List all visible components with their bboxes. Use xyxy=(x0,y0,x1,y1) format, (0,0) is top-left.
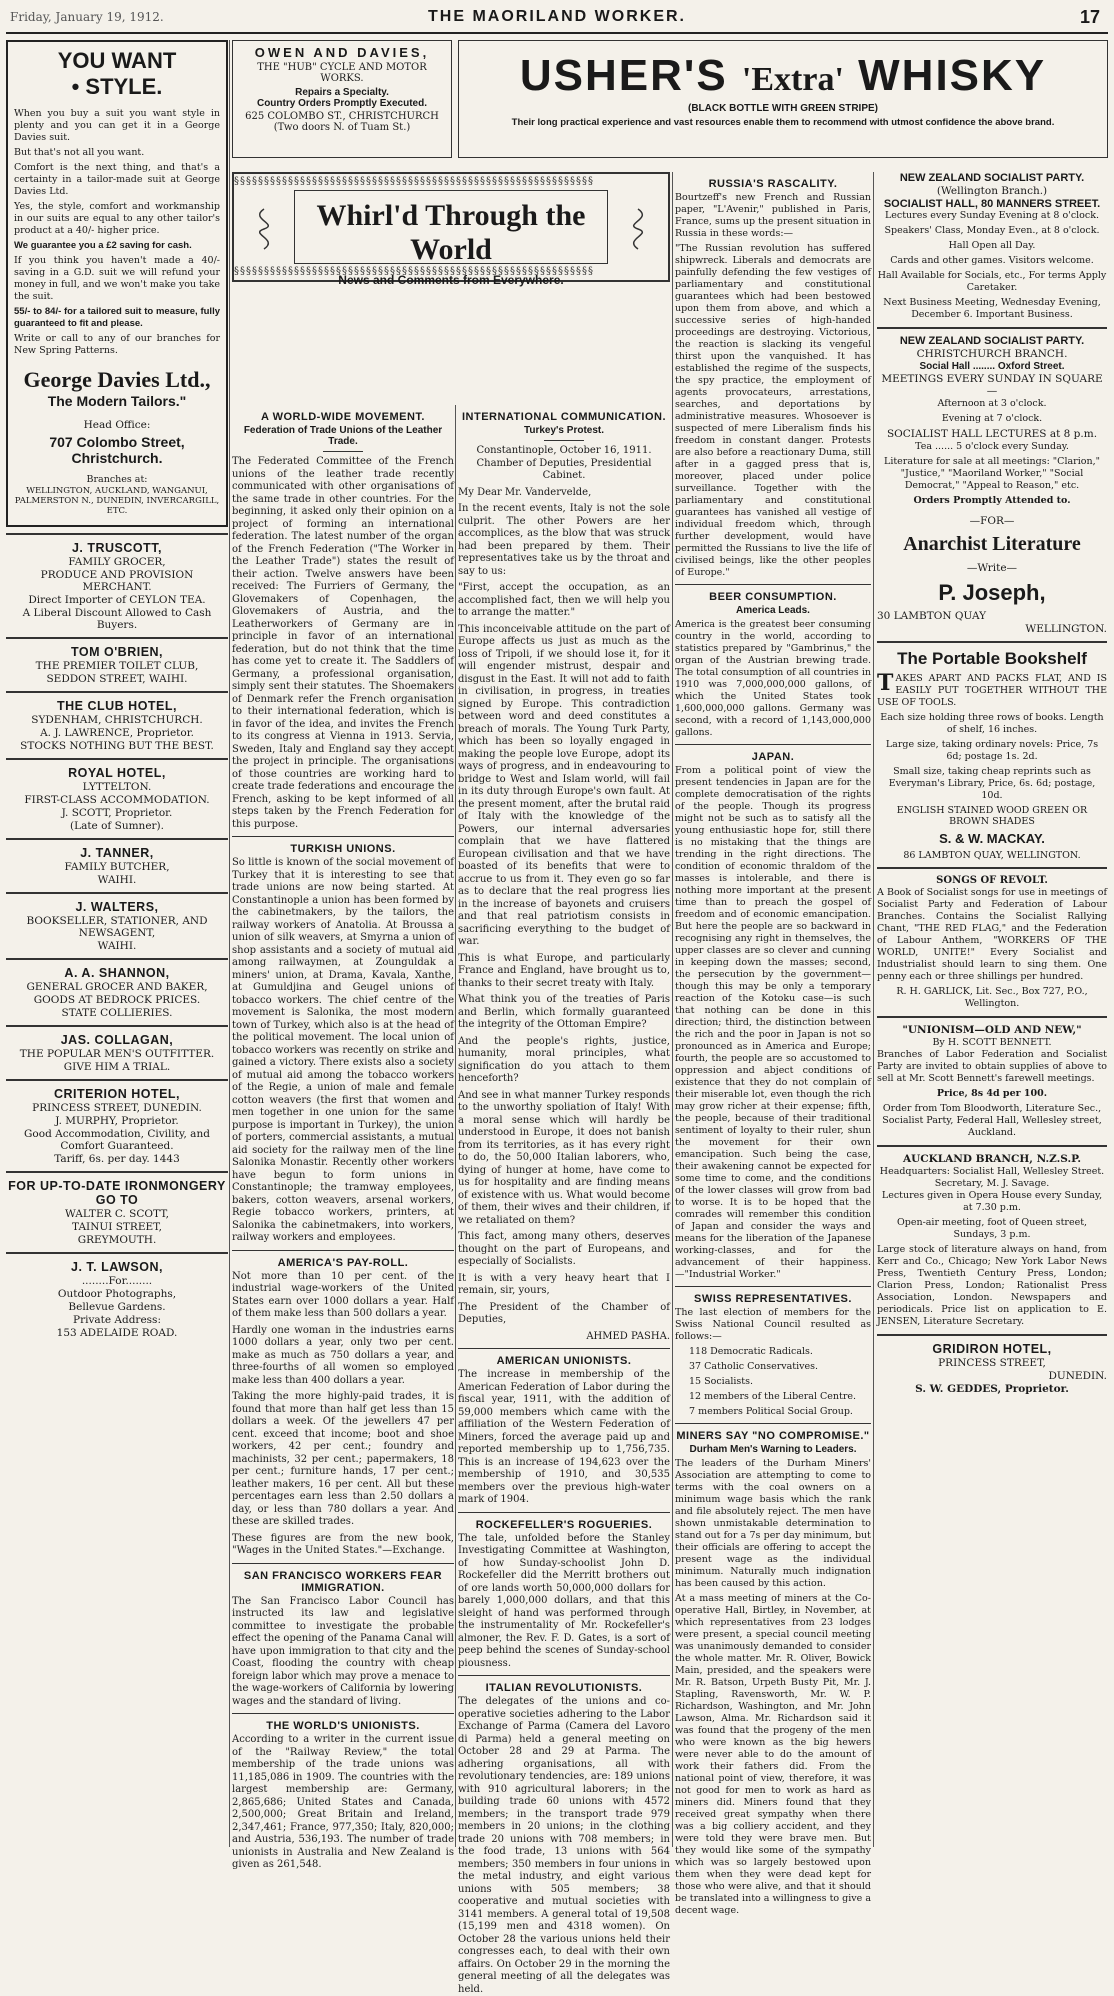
article-heading: MINERS SAY "NO COMPROMISE." xyxy=(676,1430,870,1442)
ad-line: Tariff, 6s. per day. 1443 xyxy=(54,1153,180,1165)
ad-name: J. TRUSCOTT, xyxy=(71,541,163,555)
head-office-address: 707 Colombo Street, xyxy=(49,434,185,450)
article-paragraph: The delegates of the unions and co-operative societies adhering to the Labor Exchange of Parma (Camera del Lavoro di Parma) held a general meeting on October 28 and 29 at Parma. The adhering organisations, all with revolutionary tendencies, are: 189 unions with 910 agricultural laborers; in the building trade 60 unions with 4572 members; in the transport trade 979 members in 20 unions; in the clothing trade 20 unions with 708 members; in the food trade, 13 unions with 564 members; 350 members in four unions in the metal industry, and eight various unions with 505 members; 38 cooperative and mutual societies with 3141 members. A general total of 19,508 (15,199 men and 4318 women). On October 28 the various unions held their congresses each, to deal with their own affairs. On October 29 in the morning the general meeting of all the delegates was held. xyxy=(458,1696,670,1995)
ad-name: FOR UP-TO-DATE IRONMONGERY GO TO xyxy=(8,1179,226,1207)
article-heading: TURKISH UNIONS. xyxy=(290,843,396,855)
ad-line: ........For........ xyxy=(81,1275,153,1287)
auckland-secretary: Secretary, M. J. Savage. xyxy=(934,1178,1050,1189)
article-heading: INTERNATIONAL COMMUNICATION. xyxy=(461,411,667,423)
ad-line: GIVE HIM A TRIAL. xyxy=(63,1061,171,1073)
company-name: George Davies Ltd., xyxy=(23,367,211,392)
usher-whisky-ad xyxy=(458,40,1108,158)
signature: AHMED PASHA. xyxy=(586,1330,670,1342)
whisky-claim: Their long practical experience and vast resources enable them to recommend with utmost confidence the above brand. xyxy=(511,117,1055,128)
article-heading: BEER CONSUMPTION. xyxy=(709,591,837,603)
article-paragraph: These figures are from the new book, "Wages in the United States."—Exchange. xyxy=(232,1532,454,1556)
article-paragraph: This is what Europe, and particularly France and England, have brought us to, thanks to their secret treaty with Italy. xyxy=(458,952,670,989)
divider xyxy=(323,451,363,452)
divider xyxy=(458,1348,670,1349)
ad-paragraph: Each size holding three rows of books. Length of shelf, 16 inches. xyxy=(880,712,1104,735)
social-hall: Social Hall ........ Oxford Street. xyxy=(919,361,1065,372)
ad-paragraph: Order from Tom Bloodworth, Literature Sec., Socialist Party, Federal Hall, Wellesley street, Auckland. xyxy=(882,1103,1102,1138)
head-office-city: Christchurch. xyxy=(71,450,163,466)
divider xyxy=(675,744,871,745)
list-item: 118 Democratic Radicals. xyxy=(689,1346,813,1357)
ad-line: SYDENHAM, CHRISTCHURCH. xyxy=(31,714,203,726)
banner-ornament-bottom: §§§§§§§§§§§§§§§§§§§§§§§§§§§§§§§§§§§§§§§§§§§§§§§§§§§§§§§§§§§§ xyxy=(234,266,594,277)
article-heading: ITALIAN REVOLUTIONISTS. xyxy=(485,1682,643,1694)
owen-davies-ad xyxy=(232,40,452,158)
article-paragraph: Taking the more highly-paid trades, it is found that more than half get less than 15 dollars a week. Of the jewellers 47 per cent. exceed that income; boot and shoe workers, 42 per cent.; foundry and machinists, 32 per cent.; papermakers, 18 per cent.; furniture hands, 17 per cent.; leather makers, 16 per cent. All but these percentages earn less than 2.50 dollars a day, or less than 780 dollars a year. And these are skilled trades. xyxy=(232,1391,454,1527)
songs-heading: SONGS OF REVOLT. xyxy=(936,875,1048,886)
ad-headline: YOU WANT xyxy=(57,48,177,73)
article-paragraph: Bourtzeff's new French and Russian paper, "L'Avenir," published in Paris, France, sums up the present situation in Russia in these words:— xyxy=(675,192,871,239)
ad-line: GOODS AT BEDROCK PRICES. xyxy=(33,994,201,1006)
notice-line: Hall Available for Socials, etc., For terms Apply Caretaker. xyxy=(877,270,1107,293)
column-rule xyxy=(455,405,456,1847)
notice-line: Literature for sale at all meetings: "Clarion," "Justice," "Maoriland Worker," "Social Democrat," "Appeal to Reason," etc. xyxy=(884,456,1100,491)
divider xyxy=(6,758,228,760)
small-ad xyxy=(6,699,228,752)
article-subheading: Durham Men's Warning to Leaders. xyxy=(689,1444,857,1455)
article-paragraph: The San Francisco Labor Council has instructed its law and legislative committee to investigate the probable effect the opening of the Panama Canal will have upon immigration to that city and the Coast, flooding the country with cheap foreign labor which may prove a menace to the wage-workers of California by lowering wages and the standard of living. xyxy=(232,1595,454,1707)
small-ads-list xyxy=(6,533,228,1339)
article-paragraph: The tale, unfolded before the Stanley Investigating Committee at Washington, of how Sunday-schoolist John D. Rockefeller did the Merritt brothers out of ore lands worth 50,000,000 dollars for barely 1,000,000 dollars, and that this sleight of hand was performed through the instrumentality of Mr. Rockefeller's almoner, the Rev. F. D. Gates, is a sort of peep behind the scenes of Sunday-school piousness. xyxy=(458,1532,670,1669)
ad-paragraph: 55/- to 84/- for a tailored suit to measure, fully guaranteed to fit and please. xyxy=(14,306,220,329)
ad-line: Good Accommodation, Civility, and Comfort Guaranteed. xyxy=(24,1128,210,1152)
small-ad xyxy=(6,1033,228,1073)
ad-line: Repairs a Specialty. xyxy=(295,87,389,98)
column-rule xyxy=(672,172,673,1847)
divider xyxy=(877,641,1107,643)
ad-line: Bellevue Gardens. xyxy=(68,1301,166,1313)
divider xyxy=(232,836,454,837)
article-heading: SWISS REPRESENTATIVES. xyxy=(694,1293,852,1305)
ad-paragraph: Large stock of literature always on hand, from Kerr and Co., Chicago; New York Labor News Press, Twentieth Century Press, London; Clarion Press, London; Rationalist Press Association, London. Newspapers and periodicals. Price list on application to E. JENSEN, Literature Secretary. xyxy=(877,1244,1107,1327)
list-item: 7 members Political Social Group. xyxy=(689,1406,853,1417)
small-ad xyxy=(6,1087,228,1165)
ad-line: FAMILY BUTCHER, xyxy=(64,861,170,873)
ad-name: JAS. COLLAGAN, xyxy=(60,1033,174,1047)
header-rule xyxy=(6,32,1108,34)
divider xyxy=(6,637,228,639)
ad-line: WALTER C. SCOTT, xyxy=(64,1208,170,1220)
ad-line: A Liberal Discount Allowed to Cash Buyers. xyxy=(22,607,212,631)
article-heading: RUSSIA'S RASCALITY. xyxy=(708,178,838,190)
masthead-title: THE MAORILAND WORKER. xyxy=(428,8,686,25)
article-heading: JAPAN. xyxy=(751,751,795,763)
ad-paragraph: If you think you haven't made a 40/- saving in a G.D. suit we will refund your money in full, and we won't make you take the suit. xyxy=(14,255,221,302)
issue-date: Friday, January 19, 1912. xyxy=(10,10,164,24)
banner-ornament-left xyxy=(244,204,284,254)
ad-paragraph: Price, 8s 4d per 100. xyxy=(936,1088,1048,1099)
ad-line: GREYMOUTH. xyxy=(77,1234,157,1246)
ad-line: FIRST-CLASS ACCOMMODATION. xyxy=(24,794,210,806)
banner-ornament-right xyxy=(618,204,658,254)
notice-line: Hall Open all Day. xyxy=(948,240,1036,251)
joseph-city: WELLINGTON. xyxy=(1025,623,1107,635)
divider xyxy=(675,1423,871,1424)
article-paragraph: "The Russian revolution has suffered shipwreck. Liberals and democrats are painfully defending the few vestiges of parliamentary and constitutional guarantees which had been bestowed upon them from above, and which a successive series of high-handed proceedings are destroying. Victorious, the reaction is slacking its vengeful thirst upon the vanquished. It has established the regime of the suspects, the spy practice, the employment of agents provocateurs, arrestations, searches, and deportations by administrative measures. Whosoever is suspected of mere Liberalism finds his freedom in constant danger. Protests are also before a reactionary Duma, still after in a gagged press that is, moreover, placed under police surveillance. Together with the parliamentary and constitutional guarantees has vanished all vestige of individual freedom which, through further development, would have permitted the Russians to live the life of civilised beings, like the other peoples of Europe." xyxy=(675,243,871,578)
ad-name: THE CLUB HOTEL, xyxy=(57,699,177,713)
divider xyxy=(675,1286,871,1287)
banner-subtitle: News and Comments from Everywhere. xyxy=(338,273,564,287)
list-item: 12 members of the Liberal Centre. xyxy=(689,1391,857,1402)
divider xyxy=(458,1675,670,1676)
article-paragraph: The increase in membership of the American Federation of Labor during the fiscal year, 1911, with the addition of 59,000 members which came with the affiliation of the Western Federation of Miners, forced the average paid up and reported membership up to 1,756,735. This is an increase of 194,623 over the membership of 1910, and 30,535 members over the previous high-water mark of 1904. xyxy=(458,1369,670,1505)
gridiron-city: DUNEDIN. xyxy=(1048,1370,1107,1382)
ad-paragraph: But that's not all you want. xyxy=(14,147,145,158)
ad-line: STATE COLLIERIES. xyxy=(61,1007,173,1019)
joseph-address: 30 LAMBTON QUAY xyxy=(877,610,987,622)
article-subheading: America Leads. xyxy=(736,605,810,616)
article-paragraph: This inconceivable attitude on the part of Europe affects us just as much as the loss of Tripoli, if we should lose it, for it will engender mistrust, despair and disgust in the East. It will not add to faith in civilisation, in progress, in treaties signed by Europe. This contradiction between word and deed constitutes a breach of morals. The Young Turk Party, which has been so loyally engaged in making the people love Europe, adopt its ways of progress, and in endeavouring to bridge to West and Islam world, will fail in its duty through Europe's own fault. At the present moment, after the brutal raid of Italy with the knowledge of the Powers, our internal adversaries complain that we have flattered European civilisation and that we have boasted of its benefits that were to accrue to us from it. They even go so far as to declare that the real progress lies in the increase of bayonets and cruisers and that real patriotism consists in sacrificing everything to the budget of war. xyxy=(458,623,670,947)
article-heading: ROCKEFELLER'S ROGUERIES. xyxy=(475,1518,653,1531)
ad-paragraph: A Book of Socialist songs for use in meetings of Socialist Party and Federation of Labour Branches. Contains the Socialist Rallying Chant, "THE RED FLAG," and the Federation of Labour Anthem, "WORKERS OF THE WORLD, UNITE!" Every Socialist and Industrialist should learn to sing them. One penny each or three shillings per hundred. xyxy=(877,887,1107,982)
banner-frame xyxy=(294,190,608,287)
ad-line: GENERAL GROCER AND BAKER, xyxy=(26,981,208,993)
small-ad xyxy=(6,1260,228,1339)
article-paragraph: The President of the Chamber of Deputies, xyxy=(458,1301,670,1325)
divider xyxy=(232,1563,454,1564)
mackay-address: 86 LAMBTON QUAY, WELLINGTON. xyxy=(903,850,1081,861)
notice-line: Orders Promptly Attended to. xyxy=(913,495,1071,506)
ad-paragraph: When you buy a suit you want style in plenty and you can get it in a George Davies suit. xyxy=(14,108,220,143)
article-heading: SAN FRANCISCO WORKERS FEAR IMMIGRATION. xyxy=(243,1569,443,1594)
article-paragraph: America is the greatest beer consuming country in the world, according to statistics prepared by "Gambrinus," the organ of the Austrian brewing trade. The total consumption of all countries in 1910 was 7,000,000,000 gallons, of which the United States took 1,600,000,000 gallons. Germany was second, with a record of 1,143,000,000 gallons. xyxy=(675,619,871,738)
ad-paragraph: Branches of Labor Federation and Socialist Party are invited to obtain supplies of above to sell at Mr. Scott Bennett's farewell meetings. xyxy=(877,1049,1107,1084)
ad-line: (Two doors N. of Tuam St.) xyxy=(273,122,411,133)
divider xyxy=(6,958,228,960)
ad-line: (Late of Sumner). xyxy=(70,820,164,832)
notice-line: Afternoon at 3 o'clock. xyxy=(937,398,1047,409)
divider xyxy=(675,584,871,585)
ad-paragraph: Large size, taking ordinary novels: Price, 7s 6d; postage 1s. 2d. xyxy=(885,739,1099,762)
divider xyxy=(877,327,1107,329)
nz-branch: (Wellington Branch.) xyxy=(936,185,1048,197)
article-heading: AMERICAN UNIONISTS. xyxy=(496,1355,632,1367)
divider xyxy=(458,1512,670,1513)
ad-name: A. A. SHANNON, xyxy=(64,966,170,980)
small-ad xyxy=(6,541,228,631)
auckland-branch: AUCKLAND BRANCH, N.Z.S.P. xyxy=(902,1153,1081,1165)
ad-line: FAMILY GROCER, xyxy=(68,556,166,568)
ad-line: 625 COLOMBO ST., CHRISTCHURCH xyxy=(245,111,439,122)
section-banner xyxy=(232,172,670,287)
article-heading: A WORLD-WIDE MOVEMENT. xyxy=(261,411,425,423)
lectures: SOCIALIST HALL LECTURES at 8 p.m. xyxy=(886,428,1098,440)
ad-line: TAINUI STREET, xyxy=(72,1221,162,1233)
whisky-tagline: (BLACK BOTTLE WITH GREEN STRIPE) xyxy=(688,103,878,114)
divider xyxy=(6,838,228,840)
ad-line: Private Address: xyxy=(73,1314,161,1326)
notice-line: Lectures every Sunday Evening at 8 o'clock. xyxy=(884,210,1100,221)
divider xyxy=(6,1252,228,1254)
gridiron-proprietor: S. W. GEDDES, Proprietor. xyxy=(915,1383,1069,1395)
ad-line: BOOKSELLER, STATIONER, AND NEWSAGENT, xyxy=(26,915,208,939)
ad-paragraph: Open-air meeting, foot of Queen street, Sundays, 3 p.m. xyxy=(896,1217,1088,1240)
ad-line: PRODUCE AND PROVISION MERCHANT. xyxy=(40,569,194,593)
small-ad xyxy=(6,966,228,1019)
article-paragraph: The last election of members for the Swiss National Council resulted as follows:— xyxy=(675,1307,871,1342)
article-paragraph: Constantinople, October 16, 1911. Chamber of Deputies, Presidential Cabinet. xyxy=(476,445,652,481)
article-paragraph: Not more than 10 per cent. of the industrial wage-workers of the United States earn over 1000 dollars a year. Half of them make less than 500 dollars a year. xyxy=(232,1270,454,1319)
small-ad xyxy=(6,900,228,952)
article-paragraph: This fact, among many others, deserves thought on the part of Europeans, and especially of Socialists. xyxy=(458,1231,670,1267)
ad-line: Direct Importer of CEYLON TEA. xyxy=(28,594,206,606)
notice-line: Tea ...... 5 o'clock every Sunday. xyxy=(915,441,1069,452)
unionism-author: By H. SCOTT BENNETT. xyxy=(932,1037,1052,1048)
article-paragraph: It is with a very heavy heart that I remain, sir, yours, xyxy=(458,1272,670,1296)
divider xyxy=(6,1079,228,1081)
ad-line: 153 ADELAIDE ROAD. xyxy=(56,1327,178,1339)
divider xyxy=(877,867,1107,869)
article-paragraph: According to a writer in the current issue of the "Railway Review," the total membership of the trade unions was 11,185,086 in 1909. The countries with the largest membership are: Germany, 2,865,686; United States and Canada, 2,500,000; Great Britain and Ireland, 2,347,461; France, 977,350; Italy, 820,000; and Austria, 536,193. The number of trade unionists in Australia and New Zealand is given as 261,548. xyxy=(232,1734,454,1870)
divider xyxy=(232,1713,454,1714)
nz-socialist-heading-2: NEW ZEALAND SOCIALIST PARTY. xyxy=(899,335,1085,347)
column-news-2 xyxy=(458,405,670,1995)
gridiron-hotel: GRIDIRON HOTEL, xyxy=(932,1342,1052,1356)
notice-line: Evening at 7 o'clock. xyxy=(941,413,1043,424)
article-paragraph: And see in what manner Turkey responds to the unworthy spoliation of Italy! With a moral sense which will hardly be understood in Europe, it does not banish from its territories, as it has every right to do, the 50,000 Italian laborers, who, dying of hunger at home, have come to us for hospitality and are finding means of existence with us. What would become of them, their wives and their children, if we retaliated on them? xyxy=(458,1089,670,1226)
divider xyxy=(877,1016,1107,1018)
article-paragraph: At a mass meeting of miners at the Co-operative Hall, Birtley, in November, at which representatives from 23 lodges were present, a special council meeting was unanimously demanded to consider the whole matter. Mr. R. Oliver, Bowick Main, presided, and the speakers were Mr. R. Batson, Urpeth Busty Pit, Mr. J. Stapling, Ravensworth, Mr. W. P. Richardson, Washington, and Mr. John Lawson, Alma. Mr. Richardson said it was found that the progeny of the men who were known as the big hewers were never able to do the amount of work their fathers did. From the national point of view, therefore, it was not good for men to work as hard as miners did. Miners found that they received great sympathy when there was a big colliery accident, and they were told they were brave men. But they would like some of the sympathy which was so largely bestowed upon them when they were dead kept for those who were alive, and that it should be translated into a willingness to give a decent wage. xyxy=(675,1593,871,1916)
ad-name: CRITERION HOTEL, xyxy=(53,1087,181,1101)
meetings: MEETINGS EVERY SUNDAY IN SQUARE— xyxy=(881,373,1103,397)
stained-wood: ENGLISH STAINED WOOD GREEN OR BROWN SHADES xyxy=(896,805,1088,827)
election-results-list xyxy=(675,1346,871,1418)
banner-ornament-top: §§§§§§§§§§§§§§§§§§§§§§§§§§§§§§§§§§§§§§§§§§§§§§§§§§§§§§§§§§§§ xyxy=(234,176,594,187)
auckland-hq: Headquarters: Socialist Hall, Wellesley Street. xyxy=(879,1166,1105,1177)
portable-bookshelf-title: The Portable Bookshelf xyxy=(897,649,1087,668)
column-news-1 xyxy=(232,405,454,1870)
ad-line: J. MURPHY, Proprietor. xyxy=(55,1115,179,1127)
list-item: 15 Socialists. xyxy=(689,1376,754,1387)
divider xyxy=(877,1334,1107,1336)
article-heading: THE WORLD'S UNIONISTS. xyxy=(266,1720,420,1732)
christchurch-branch: CHRISTCHURCH BRANCH. xyxy=(916,348,1068,360)
ad-paragraph: Yes, the style, comfort and workmanship in our suits are equal to any other tailor's product at a 40/- higher price. xyxy=(14,201,220,236)
anarchist-literature: Anarchist Literature xyxy=(903,533,1081,555)
notice-line: Cards and other games. Visitors welcome. xyxy=(890,255,1094,266)
divider xyxy=(6,1025,228,1027)
p-joseph: P. Joseph, xyxy=(938,580,1046,605)
column-news-3 xyxy=(675,172,871,1916)
ad-name: J. T. LAWSON, xyxy=(71,1260,163,1274)
article-paragraph: The Federated Committee of the French unions of the leather trade recently communicated with other organisations of the same trade in other countries. For the beginning, it asked only their opinion on a project of forming an international federation. The latest number of the organ of the French Federation ("The Worker in the Leather Trade") states the result of their action. Twelve answers have been received: The Furriers of Germany, the Glovemakers of Copenhagen, the Glovemakers of Austria, and the Leatherworkers of Germany are in principle in favor of an international federation, but do not think that the time has come yet to create it. The Saddlers of Germany, a professional organisation, simply sent their statutes. The Shoemakers of Denmark refer the French organisation to their international federation, which is in favor of the idea, and invites the French to its congress at Vienna in 1913. Servia, Sweden, Italy and England say they accept the project in principle. The organisations of those countries are working hard to create trade federations and encourage the French, asking to be kept informed of all steps taken by the French Federation for this purpose. xyxy=(232,456,454,830)
ad-line: J. SCOTT, Proprietor. xyxy=(61,807,173,819)
ad-line: THE POPULAR MEN'S OUTFITTER. xyxy=(19,1048,215,1060)
article-paragraph: What think you of the treaties of Paris and Berlin, which formally guaranteed the integrity of the Ottoman Empire? xyxy=(458,994,670,1030)
ad-line: WAIHI. xyxy=(97,940,137,952)
article-paragraph: In the recent events, Italy is not the sole culprit. The other Powers are her accomplices, as the blow that was struck had been prepared by them. Their representatives take us by the throat and say to us: xyxy=(458,503,670,577)
divider xyxy=(6,1171,228,1173)
small-ad xyxy=(6,1179,228,1246)
george-davies-ad xyxy=(6,40,228,527)
divider xyxy=(544,440,584,441)
notice-line: Speakers' Class, Monday Even., at 8 o'clock. xyxy=(884,225,1100,236)
ad-name: TOM O'BRIEN, xyxy=(70,645,164,659)
article-paragraph: My Dear Mr. Vandervelde, xyxy=(458,486,592,498)
ad-paragraph: TAKES APART AND PACKS FLAT, AND IS EASILY PUT TOGETHER WITHOUT THE USE OF TOOLS. xyxy=(877,670,1107,708)
article-paragraph: The leaders of the Durham Miners' Association are attempting to come to terms with the coal owners on a minimum wage basis which the rank and file absolutely reject. The men have shown unmistakable determination to stand out for a 7s per day minimum, but their officials are offering to accept the present wage as the individual minimum. Naturally much indignation has been caused by this action. xyxy=(675,1458,871,1589)
ad-headline-2: • STYLE. xyxy=(71,74,163,99)
article-subheading: Federation of Trade Unions of the Leather Trade. xyxy=(243,425,443,447)
ad-line: PRINCESS STREET, DUNEDIN. xyxy=(32,1102,202,1114)
ad-line: Country Orders Promptly Executed. xyxy=(256,98,428,109)
small-ad xyxy=(6,645,228,685)
column-rule xyxy=(873,172,874,1847)
article-subheading: Turkey's Protest. xyxy=(524,425,604,436)
write-label: —Write— xyxy=(966,562,1018,574)
notice-line: Next Business Meeting, Wednesday Evening, December 6. Important Business. xyxy=(883,297,1101,320)
divider xyxy=(877,1145,1107,1147)
divider xyxy=(232,1250,454,1251)
whisky-extra: 'Extra' xyxy=(741,61,844,98)
branches-label: Branches at: xyxy=(86,474,148,485)
ad-line: THE "HUB" CYCLE AND MOTOR WORKS. xyxy=(257,62,427,84)
column-ads-left xyxy=(6,40,228,1847)
nz-socialist-heading: NEW ZEALAND SOCIALIST PARTY. xyxy=(899,172,1085,184)
whisky-headline xyxy=(459,51,1107,101)
page-number: 17 xyxy=(1079,7,1100,27)
socialist-hall: SOCIALIST HALL, 80 MANNERS STREET. xyxy=(883,198,1101,210)
article-heading: AMERICA'S PAY-ROLL. xyxy=(277,1256,409,1269)
branches-list: WELLINGTON, AUCKLAND, WANGANUI, PALMERSTON N., DUNEDIN, INVERCARGILL, ETC. xyxy=(14,486,220,516)
list-item: 37 Catholic Conservatives. xyxy=(689,1361,819,1372)
article-paragraph: From a political point of view the present tendencies in Japan are for the complete democratisation of the rights of the people. Though its progress might not be such as to satisfy all the young enthusiastic hope for, still there is no mistaking that the things are trending in the right directions. The condition of economic thraldom of the masses is intolerable, and there is nothing more important at the present time than to preach the gospel of freedom and of economic emancipation. But here the people are so backward in recognising any right in themselves, the upper classes are so clever and cunning in keeping down the masses; second, the persecution by the government—though this may be only a temporary reaction of the Kotoku case—is such that nothing can be done in this direction; third, the distinction between the rich and the poor in Japan is not so pronounced as in America and Europe; fourth, the people are so accustomed to oppression and abject conditions of existence that they do not complain of their miserable lot, even though the rich may grow richer at their expense; fifth, the people, because of their traditional sentiment of loyalty to their ruler, shun the movement for their own emancipation. Such being the case, their awakening cannot be expected for some time to come, and the conditions of the lower classes will grow from bad to worse. It is to be hoped that the comrades will remember this condition of Japan and consider the ways and means for the liberation of the Japanese working-classes, and for the advancement of their happiness.—"Industrial Worker." xyxy=(675,765,871,1280)
whisky-brand: USHER'S xyxy=(519,51,728,100)
article-paragraph: "First, accept the occupation, as an accomplished fact, then we will help you to arrange the matter." xyxy=(458,582,670,618)
ad-paragraph: Lectures given in Opera House every Sunday, at 7.30 p.m. xyxy=(881,1190,1103,1213)
ad-line: A. J. LAWRENCE, Proprietor. xyxy=(40,727,194,739)
ad-paragraph: Write or call to any of our branches for New Spring Patterns. xyxy=(14,333,220,356)
mackay-name: S. & W. MACKAY. xyxy=(939,831,1045,846)
small-ad xyxy=(6,846,228,886)
divider xyxy=(6,533,228,535)
for-label: —FOR— xyxy=(969,515,1015,527)
whisky-product: WHISKY xyxy=(858,51,1047,100)
company-tagline: The Modern Tailors." xyxy=(47,393,187,409)
divider xyxy=(6,691,228,693)
page-header xyxy=(6,4,1108,34)
banner-title: Whirl'd Through the World xyxy=(316,199,586,266)
ad-line: WAIHI. xyxy=(97,874,137,886)
ad-name: OWEN AND DAVIES, xyxy=(254,45,430,60)
ad-line: THE PREMIER TOILET CLUB, xyxy=(35,660,199,672)
column-rule xyxy=(229,40,230,1847)
divider xyxy=(6,892,228,894)
ad-name: ROYAL HOTEL, xyxy=(68,766,166,780)
article-paragraph: Hardly one woman in the industries earns 1000 dollars a year, only two per cent. make as much as 750 dollars a year, and three-fourths of all women so employed make less than 400 dollars a year. xyxy=(232,1324,454,1386)
ad-paragraph: We guarantee you a £2 saving for cash. xyxy=(14,240,192,251)
ad-paragraph: Comfort is the next thing, and that's a certainty in a tailor-made suit at George Davies Ltd. xyxy=(14,162,220,197)
ad-line: Outdoor Photographs, xyxy=(57,1288,177,1300)
ad-name: J. TANNER, xyxy=(80,846,154,860)
ad-name: J. WALTERS, xyxy=(75,900,159,914)
ad-line: STOCKS NOTHING BUT THE BEST. xyxy=(20,740,214,752)
head-office-label: Head Office: xyxy=(83,419,151,431)
article-paragraph: So little is known of the social movement of Turkey that it is interesting to see that trade unions are now being started. At Constantinople a union has been formed by the cabinetmakers, by the tailors, the railway workers of Anatolia. At Broussa a union of silk weavers, at Smyrna a union of shop assistants and a society of mutual aid among railwaymen, at Zounguldak a miners' union, at Drama, Kavala, Xanthe, at Gumuldjina and Geugel unions of tobacco workers. The chief centre of the movement is Salonika, the most modern town of Turkey, which also is at the head of the political movement. The local union of tobacco workers was recently on strike and gained a victory. There exists also a society of mutual aid among the tobacco workers of the Regie, a union of male and female cotton weavers (the first that women and men together in one union for the same purpose is important in Turkey), the union of porters, commercial assistants, a mutual aid society for the railway men of the line Salonika Monastir. Recently other workers have begun to form unions in Constantinople; the tramway employees, bakers, cotton weavers, arsenal workers, Regie tobacco workers, printers, at Salonika the cabinetmakers, into workers, railway workers and employees. xyxy=(232,857,454,1243)
unionism-title: "UNIONISM—OLD AND NEW," xyxy=(902,1024,1082,1036)
gridiron-street: PRINCESS STREET, xyxy=(938,1357,1046,1369)
ad-paragraph: R. H. GARLICK, Lit. Sec., Box 727, P.O., Wellington. xyxy=(896,986,1088,1009)
article-paragraph: And the people's rights, justice, humanity, moral principles, what signification do you attach to them henceforth? xyxy=(458,1035,670,1084)
ad-paragraph: Small size, taking cheap reprints such as Everyman's Library, Price, 6s. 6d; postage, 10d. xyxy=(888,766,1096,801)
column-ads-right xyxy=(877,172,1107,1847)
ad-line: LYTTELTON. xyxy=(82,781,152,793)
small-ad xyxy=(6,766,228,832)
ad-line: SEDDON STREET, WAIHI. xyxy=(46,673,188,685)
